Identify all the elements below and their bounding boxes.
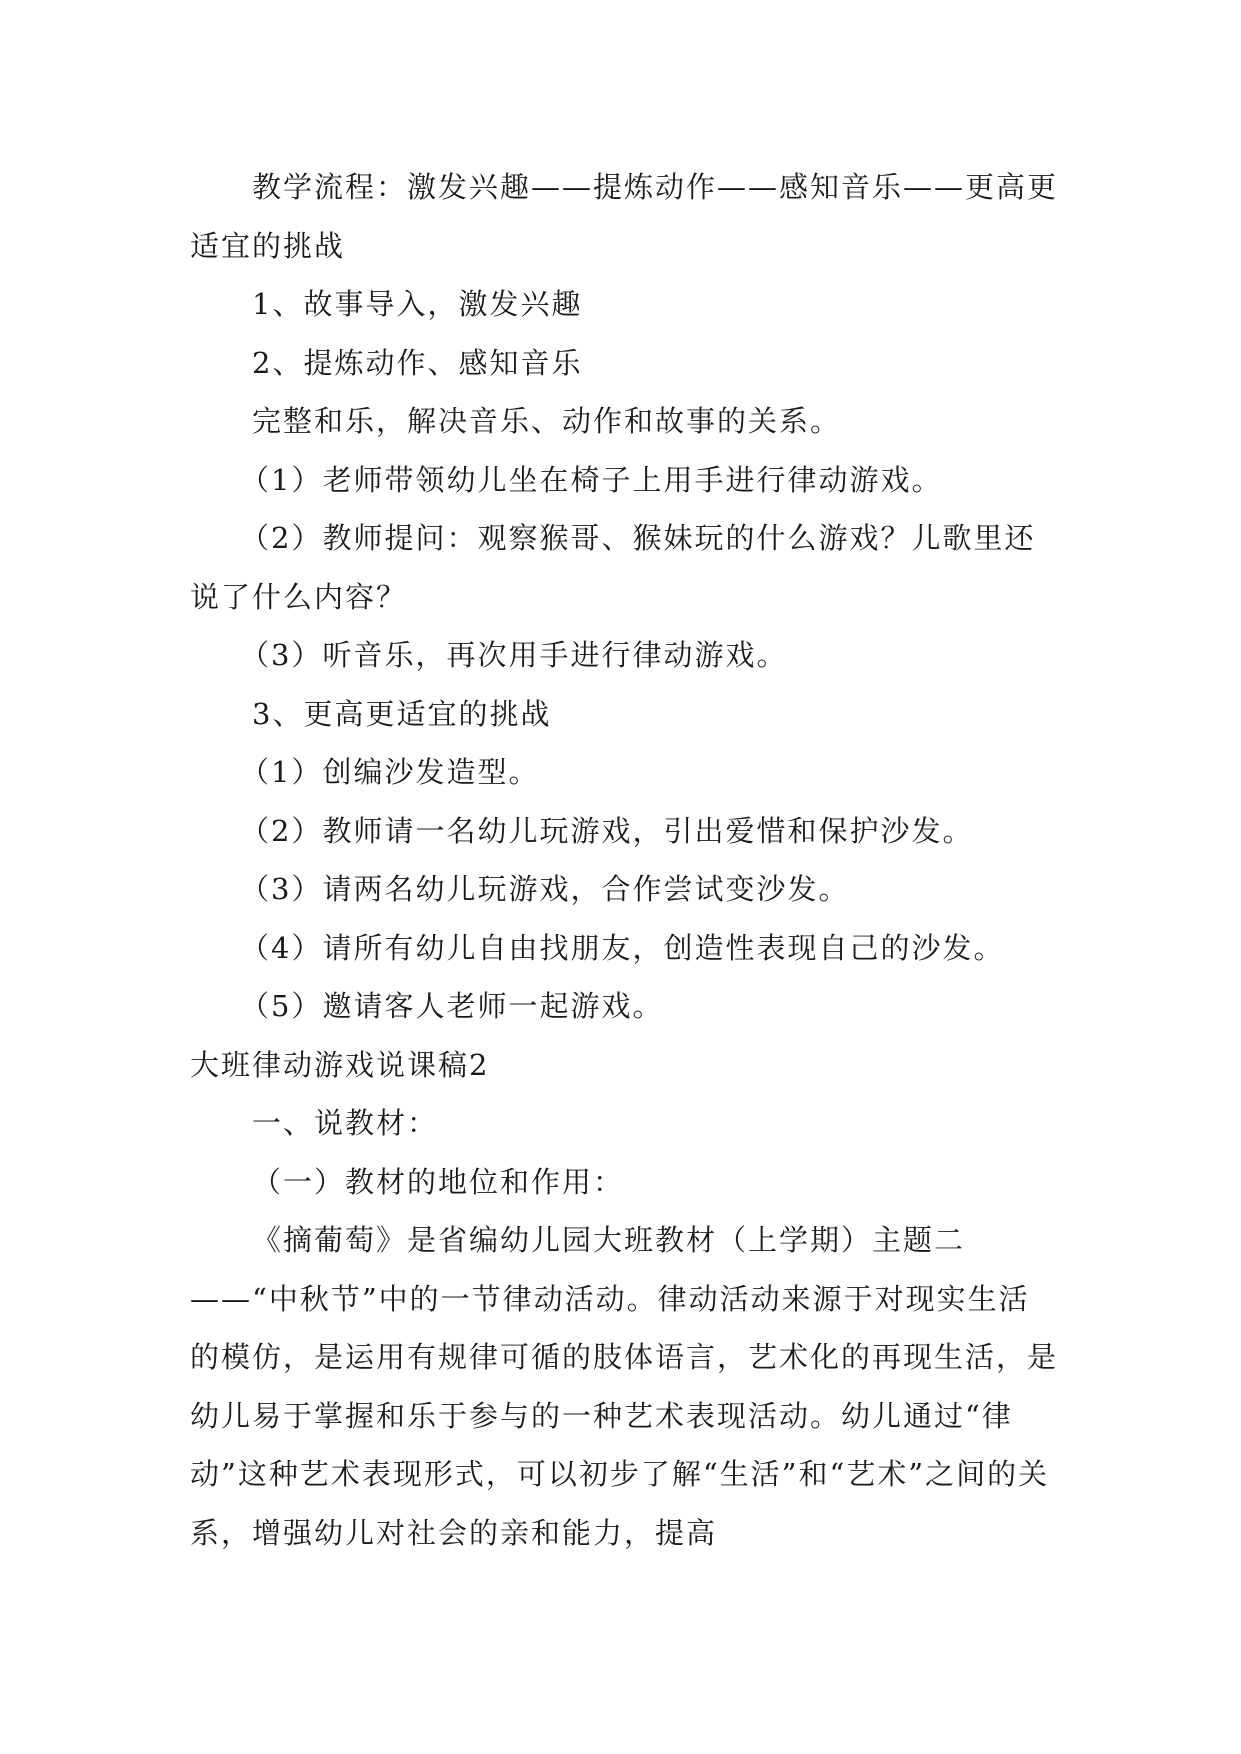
full-music-paragraph: 完整和乐，解决音乐、动作和故事的关系。 [252, 404, 842, 438]
step-2-item-3: （3）听音乐，再次用手进行律动游戏。 [240, 638, 788, 672]
step-2-item-2: （2）教师提问：观察猴哥、猴妹玩的什么游戏？儿歌里还说了什么内容？ [190, 521, 1036, 614]
material-description-paragraph: 《摘葡萄》是省编幼儿园大班教材（上学期）主题二——“中秋节”中的一节律动活动。律动活动来源于对现实生活的模仿，是运用有规律可循的肢体语言，艺术化的再现生活，是幼儿易于掌握和乐于参与的一种艺术表现活动。幼儿通过“律动”这种艺术表现形式，可以初步了解“生活”和“艺术”之间的关系，增强幼儿对社会的亲和能力，提高 [190, 1223, 1059, 1550]
document-body [190, 158, 1060, 1562]
step-3-item-1: （1）创编沙发造型。 [240, 755, 540, 789]
section-title: 大班律动游戏说课稿2 [190, 1047, 490, 1082]
step-3-item-4: （4）请所有幼儿自由找朋友，创造性表现自己的沙发。 [240, 930, 1005, 965]
teaching-flow-paragraph: 教学流程：激发兴趣——提炼动作——感知音乐——更高更适宜的挑战 [190, 170, 1059, 263]
step-3-item-2: （2）教师请一名幼儿玩游戏，引出爱惜和保护沙发。 [240, 813, 974, 848]
step-3-item-3: （3）请两名幼儿玩游戏，合作尝试变沙发。 [240, 872, 850, 906]
step-2-item-1: （1）老师带领幼儿坐在椅子上用手进行律动游戏。 [240, 462, 943, 497]
step-3-heading: 3、更高更适宜的挑战 [252, 696, 552, 731]
subsection-1-heading: （一）教材的地位和作用： [252, 1164, 625, 1199]
section-1-heading: 一、说教材： [252, 1106, 439, 1140]
step-1-heading: 1、故事导入，激发兴趣 [252, 287, 583, 321]
step-3-item-5: （5）邀请客人老师一起游戏。 [240, 989, 664, 1023]
step-2-heading: 2、提炼动作、感知音乐 [252, 345, 583, 380]
